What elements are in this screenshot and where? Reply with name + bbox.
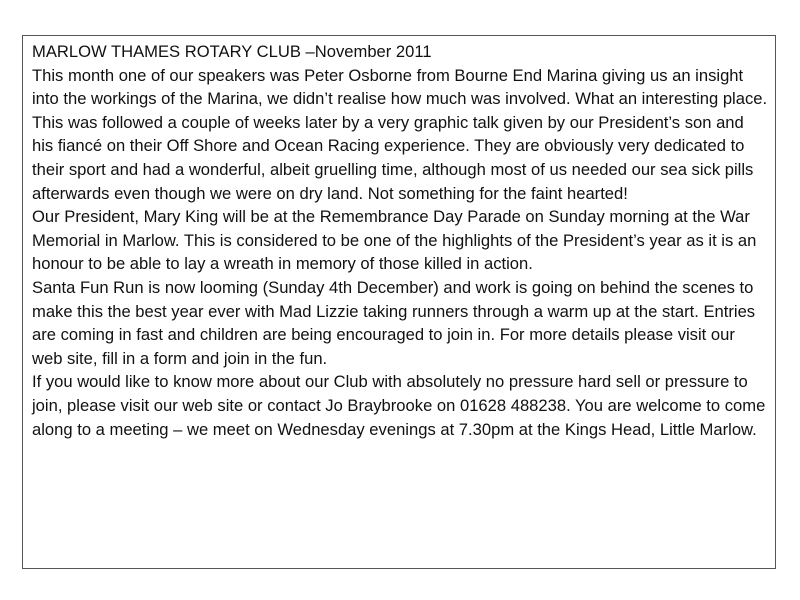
newsletter-text-box	[22, 35, 776, 569]
paragraph-contact: If you would like to know more about our Club with absolutely no pressure hard sell or pressure to join, please visit our web site or contact Jo Braybrooke on 01628 488238. You are welcome to come along to a meeting – we meet on Wednesday evenings at 7.30pm at the Kings Head, Little Marlow.	[32, 372, 766, 439]
document-title: MARLOW THAMES ROTARY CLUB –November 2011	[32, 42, 432, 61]
paragraph-remembrance: Our President, Mary King will be at the Remembrance Day Parade on Sunday morning at the War Memorial in Marlow. This is considered to be one of the highlights of the President’s year as it is an honour to be able to lay a wreath in memory of those killed in action.	[32, 207, 757, 274]
paragraph-santa-fun-run: Santa Fun Run is now looming (Sunday 4th December) and work is going on behind the scenes to make this the best year ever with Mad Lizzie taking runners through a warm up at the start. Entries are coming in fast and children are being encouraged to join in. For more details please visit our web site, fill in a form and join in the fun.	[32, 277, 756, 368]
paragraph-speakers: This month one of our speakers was Peter Osborne from Bourne End Marina giving us an insight into the workings of the Marina, we didn’t realise how much was involved. What an interesting place. This was followed a couple of weeks later by a very graphic talk given by our President’s son and his fiancé on their Off Shore and Ocean Racing experience. They are obviously very dedicated to their sport and had a wonderful, albeit gruelling time, although most of us needed our sea sick pills afterwards even though we were on dry land. Not something for the faint hearted!	[32, 65, 768, 203]
